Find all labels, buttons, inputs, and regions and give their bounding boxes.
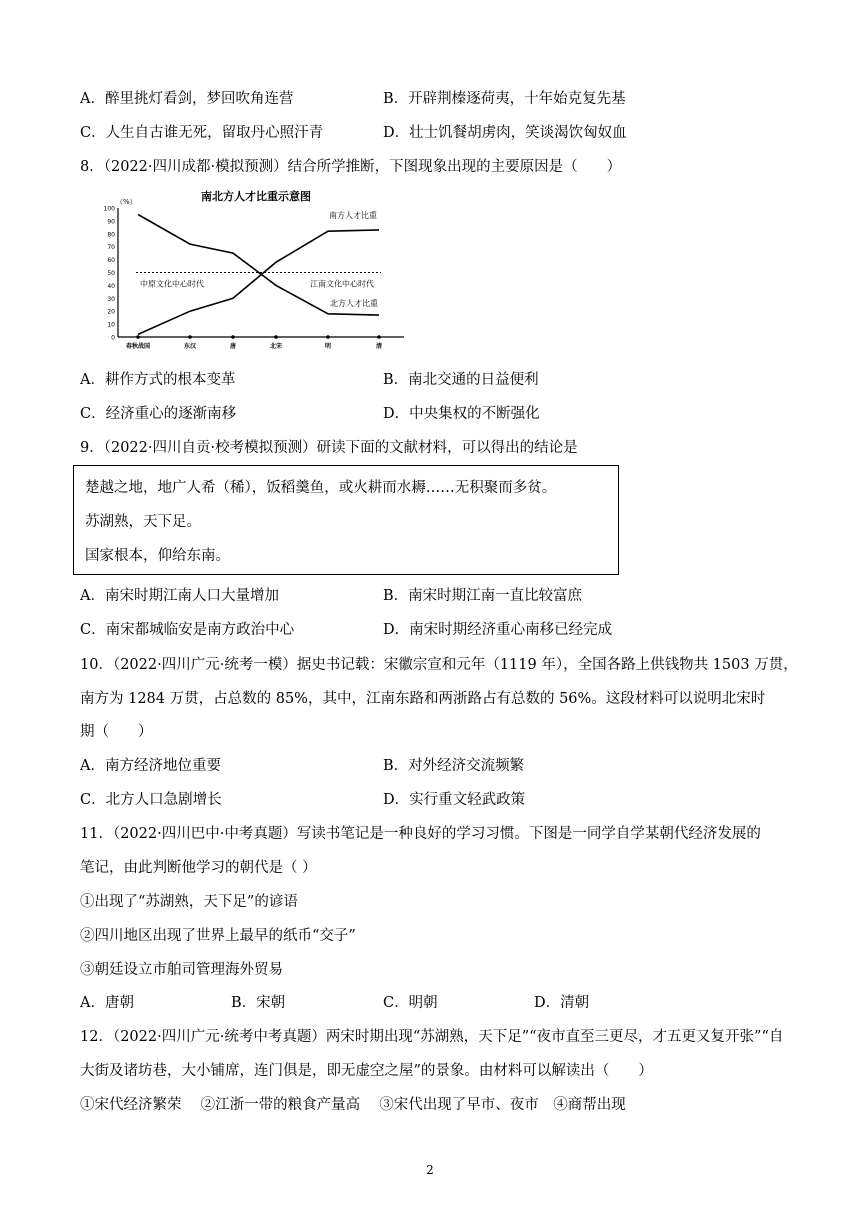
x-tick-label: 东汉 xyxy=(183,343,197,350)
q9-option-a[interactable]: A．南宋时期江南人口大量增加 xyxy=(80,588,279,604)
y-tick-label: 40 xyxy=(107,282,115,290)
q9-option-d[interactable]: D．南宋时期经济重心南移已经完成 xyxy=(383,622,613,638)
y-tick-label: 50 xyxy=(107,270,115,277)
q10-option-b[interactable]: B．对外经济交流频繁 xyxy=(383,758,525,774)
q10-option-d[interactable]: D．实行重文轻武政策 xyxy=(383,792,526,808)
y-tick-label: 60 xyxy=(107,257,115,265)
q9-option-c[interactable]: C．南宋都城临安是南方政治中心 xyxy=(80,622,295,638)
q11-note-3: ③朝廷设立市舶司管理海外贸易 xyxy=(80,962,283,978)
series-label-south: 南方人才比重 xyxy=(329,211,377,221)
q9-quote-1: 楚越之地，地广人希（稀），饭稻羹鱼，或火耕而水耨……无积聚而多贫。 xyxy=(85,480,557,496)
q10-option-a[interactable]: A．南方经济地位重要 xyxy=(80,758,221,774)
q11-note-1: ①出现了“苏湖熟，天下足”的谚语 xyxy=(80,894,298,910)
y-tick-label: 90 xyxy=(107,218,115,226)
q9-quote-box xyxy=(73,465,619,575)
q10-stem-line-1: 10．（2022·四川广元·统考一模）据史书记载：宋徽宗宣和元年（1119 年），全国各路上供钱物共 1503 万贯， xyxy=(80,657,798,673)
q9-quote-3: 国家根本，仰给东南。 xyxy=(85,548,230,564)
page-number: 2 xyxy=(426,1163,434,1177)
x-tick-label: 春秋战国 xyxy=(125,343,151,350)
q7-option-b[interactable]: B．开辟荆榛逐荷夷，十年始克复先基 xyxy=(383,91,626,107)
chart-title: 南北方人才比重示意图 xyxy=(201,190,311,203)
q9-stem: 9．（2022·四川自贡·校考模拟预测）研读下面的文献材料，可以得出的结论是 xyxy=(80,440,578,456)
q11-option-a[interactable]: A．唐朝 xyxy=(80,995,134,1011)
y-tick-label: 0 xyxy=(111,334,115,342)
annotation-jiangnan: 江南文化中心时代 xyxy=(310,279,374,289)
x-tick-label: 明 xyxy=(324,343,332,350)
q8-option-d[interactable]: D．中央集权的不断强化 xyxy=(383,406,540,422)
q8-stem: 8．（2022·四川成都·模拟预测）结合所学推断，下图现象出现的主要原因是（ ） xyxy=(80,159,622,175)
q11-option-b[interactable]: B．宋朝 xyxy=(231,995,286,1011)
q10-stem-line-3: 期（ ） xyxy=(80,724,153,740)
q8-option-a[interactable]: A．耕作方式的根本变革 xyxy=(80,372,236,388)
x-tick-label: 清 xyxy=(375,343,383,350)
q12-items: ①宋代经济繁荣 ②江浙一带的粮食产量高 ③宋代出现了早市、夜市 ④商帮出现 xyxy=(80,1097,626,1113)
y-tick-label: 80 xyxy=(107,231,115,239)
chart-y-label: （%） xyxy=(116,198,137,206)
annotation-central-plains: 中原文化中心时代 xyxy=(140,279,204,289)
y-tick-label: 10 xyxy=(107,321,115,329)
q11-stem-line-2: 笔记，由此判断他学习的朝代是（ ） xyxy=(80,860,317,876)
x-tick-label: 唐 xyxy=(229,343,237,350)
y-tick-label: 20 xyxy=(107,308,115,316)
talent-ratio-chart xyxy=(96,186,416,356)
q11-option-c[interactable]: C．明朝 xyxy=(383,995,438,1011)
q8-option-b[interactable]: B．南北交通的日益便利 xyxy=(383,372,539,388)
y-tick-label: 70 xyxy=(107,244,115,252)
y-tick-label: 100 xyxy=(103,205,115,213)
q11-option-d[interactable]: D．清朝 xyxy=(534,995,590,1011)
q12-stem-line-1: 12．（2022·四川广元·统考中考真题）两宋时期出现“苏湖熟，天下足”“夜市直至三更尽，才五更又复开张”“自 xyxy=(80,1029,784,1045)
q10-option-c[interactable]: C．北方人口急剧增长 xyxy=(80,792,222,808)
x-tick-label: 北宋 xyxy=(269,343,283,350)
q11-note-2: ②四川地区出现了世界上最早的纸币“交子” xyxy=(80,928,356,944)
y-tick-label: 30 xyxy=(107,295,115,303)
q9-quote-2: 苏湖熟，天下足。 xyxy=(85,514,201,530)
q9-option-b[interactable]: B．南宋时期江南一直比较富庶 xyxy=(383,588,583,604)
series-label-north: 北方人才比重 xyxy=(330,298,378,308)
q7-option-d[interactable]: D．壮士饥餐胡虏肉，笑谈渴饮匈奴血 xyxy=(383,125,627,141)
q12-stem-line-2: 大街及诸坊巷，大小铺席，连门俱是，即无虚空之屋”的景象。由材料可以解读出（ ） xyxy=(80,1063,653,1079)
q7-option-c[interactable]: C．人生自古谁无死，留取丹心照汗青 xyxy=(80,125,324,141)
q10-stem-line-2: 南方为 1284 万贯，占总数的 85%，其中，江南东路和两浙路占有总数的 56%。这段材料可以说明北宋时 xyxy=(80,691,766,707)
q11-stem-line-1: 11．（2022·四川巴中·中考真题）写读书笔记是一种良好的学习习惯。下图是一同学自学某朝代经济发展的 xyxy=(80,826,761,842)
q7-option-a[interactable]: A．醉里挑灯看剑，梦回吹角连营 xyxy=(80,91,294,107)
q8-option-c[interactable]: C．经济重心的逐渐南移 xyxy=(80,406,237,422)
